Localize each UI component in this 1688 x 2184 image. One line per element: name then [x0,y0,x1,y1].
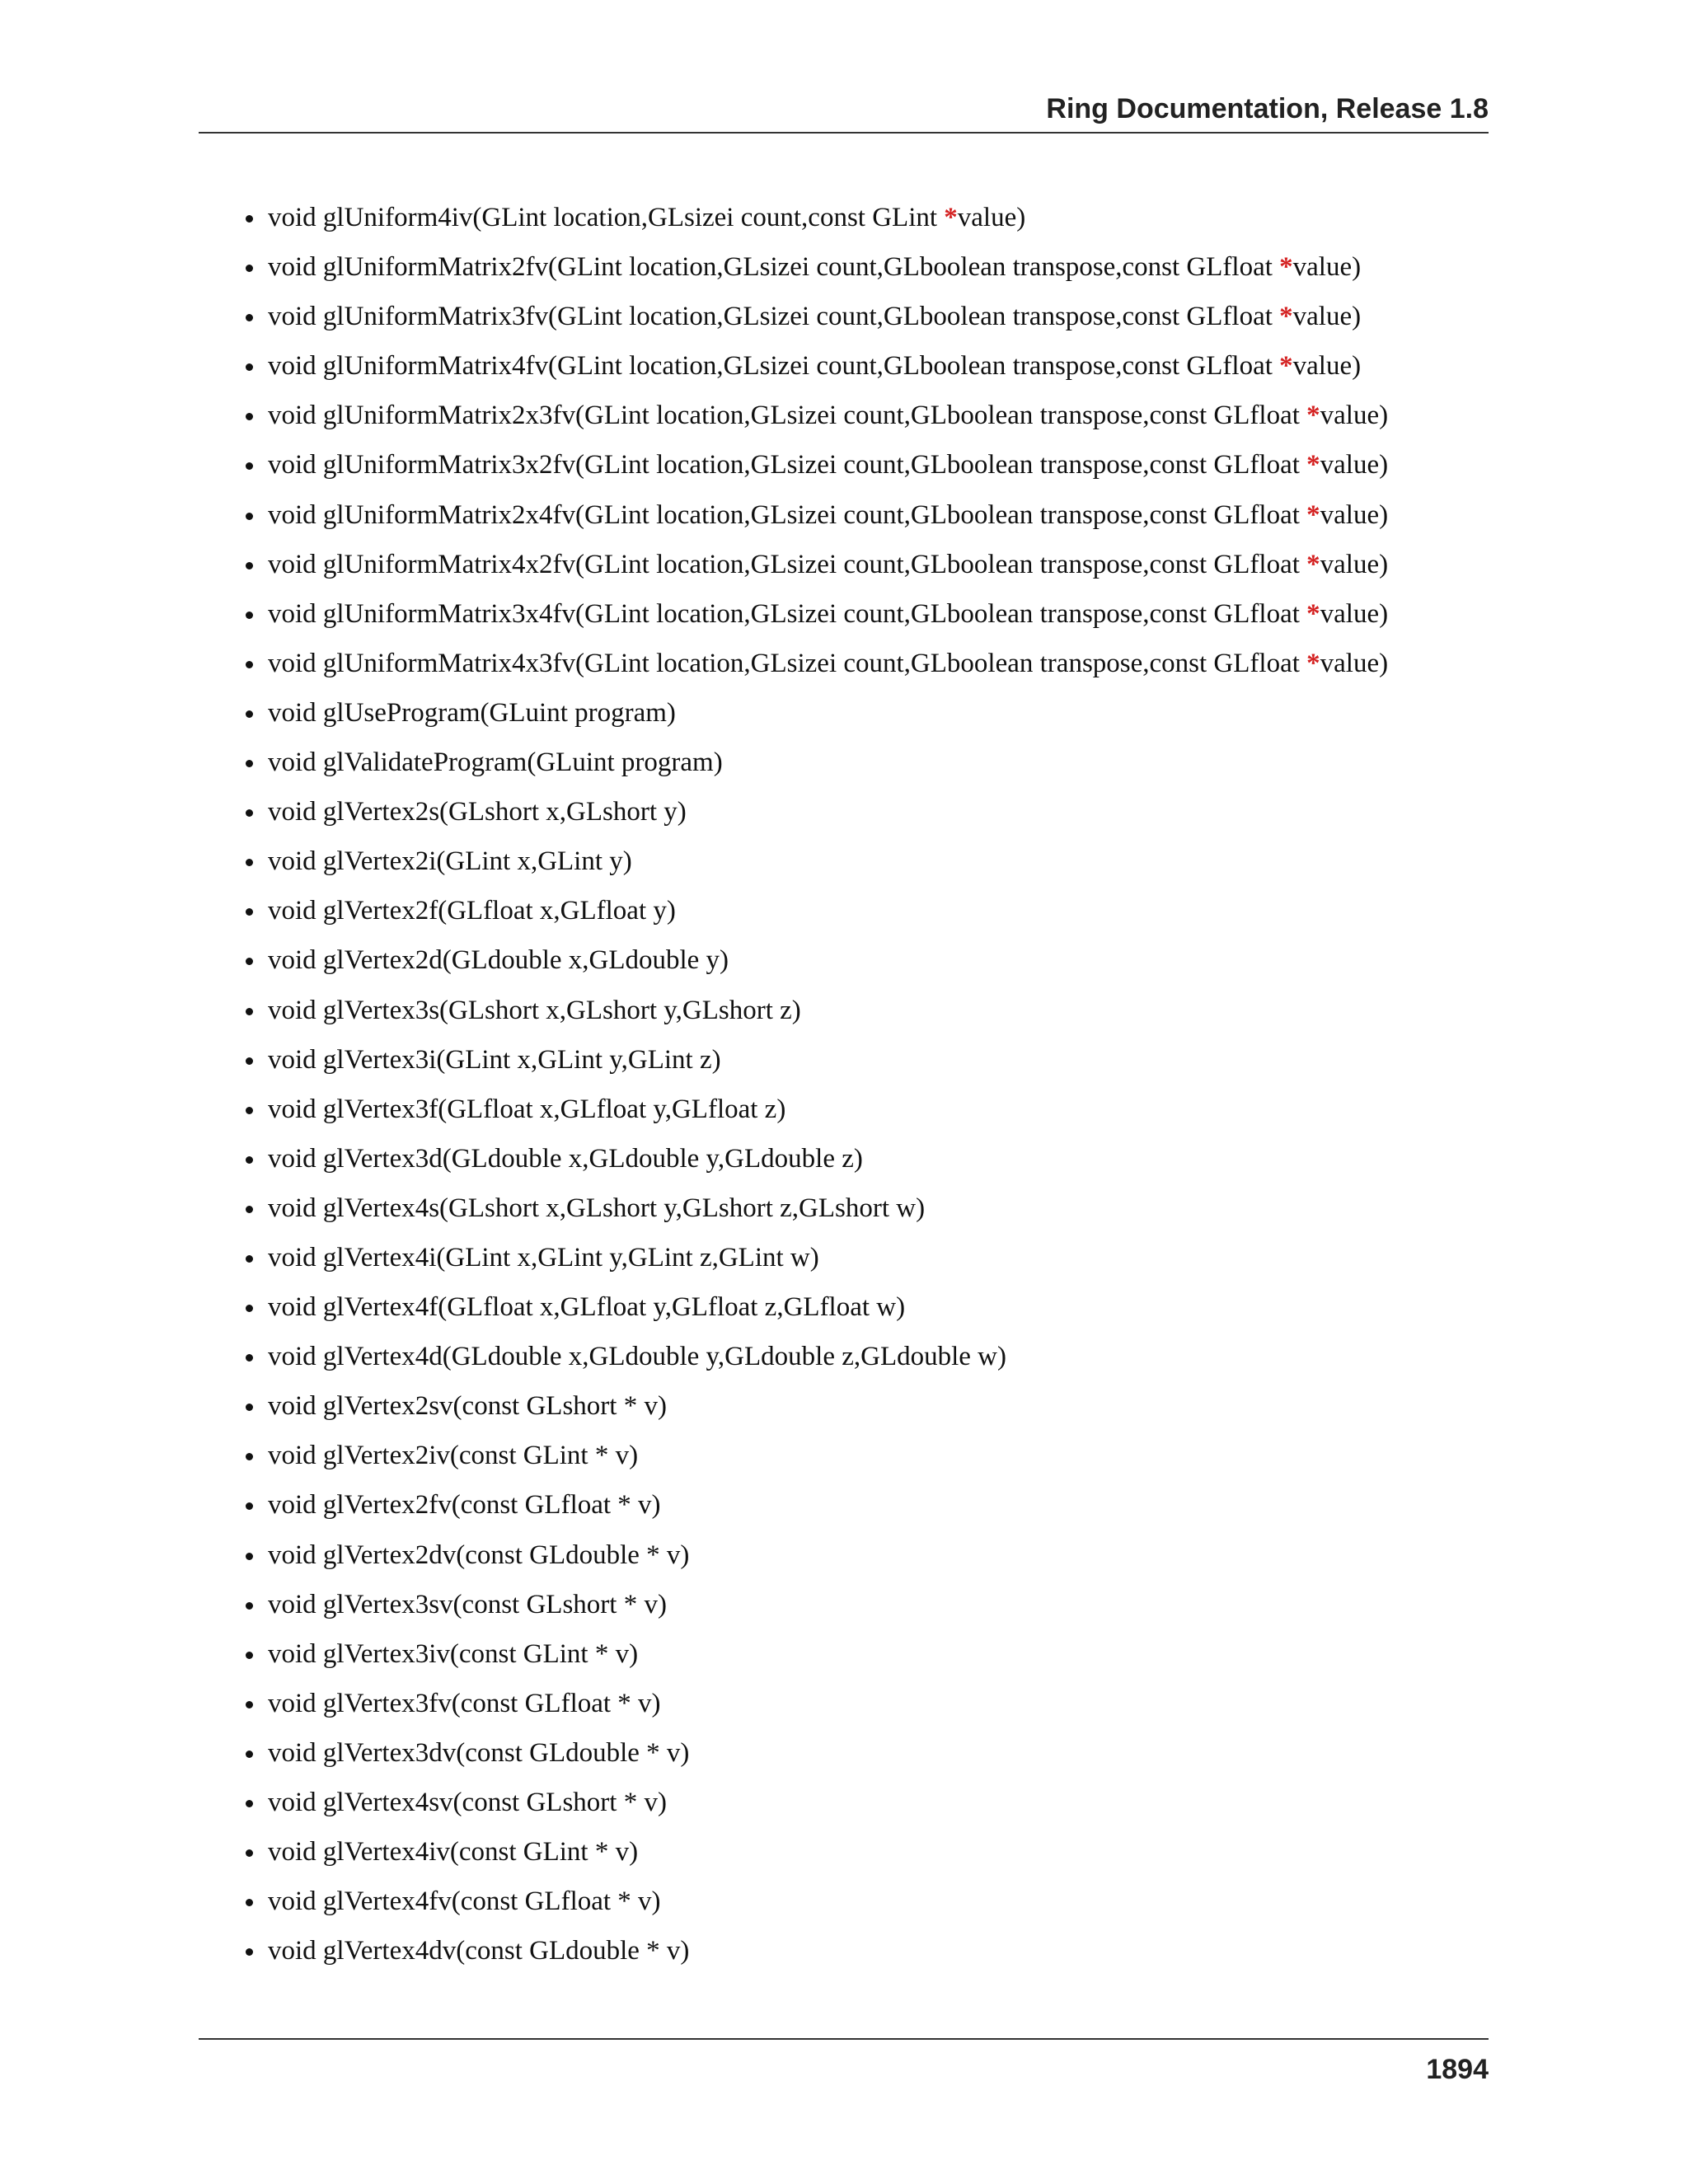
list-item [239,1138,1388,1188]
signature-text: void glUniformMatrix4x2fv(GLint location,GLsizei count,GLboolean transpose,const GLfloat [268,549,1307,579]
signature-text: void glUniformMatrix2x3fv(GLint location,GLsizei count,GLboolean transpose,const GLfloat [268,401,1307,431]
signature-text: void glVertex3dv(const GLdouble * v) [268,1737,690,1768]
list-item [239,1535,1388,1584]
list-item [239,1385,1388,1435]
list-item [239,197,1388,246]
signature-text: void glVertex3d(GLdouble x,GLdouble y,GLdouble z) [268,1143,863,1174]
header-title: Ring Documentation, Release 1.8 [1046,93,1489,124]
list-item [239,1930,1388,1980]
list-item [239,395,1388,444]
list-item [239,1683,1388,1732]
signature-text: void glVertex2fv(const GLfloat * v) [268,1490,661,1521]
signature-text: void glUniformMatrix2fv(GLint location,GLsizei count,GLboolean transpose,const GLfloat [268,252,1280,283]
list-item [239,1484,1388,1534]
signature-text-tail: value) [1292,302,1362,332]
signature-text: void glVertex4f(GLfloat x,GLfloat y,GLfloat z,GLfloat w) [268,1292,906,1323]
signature-text-tail: value) [1320,401,1389,431]
list-item [239,345,1388,395]
signature-text-tail: value) [1320,549,1389,579]
signature-text: void glVertex2iv(const GLint * v) [268,1441,639,1471]
list-item [239,1881,1388,1930]
signature-text-tail: value) [1292,351,1362,382]
list-item [239,1633,1388,1683]
signature-text: void glUseProgram(GLuint program) [268,697,676,728]
list-item [239,1039,1388,1089]
list-item [239,1286,1388,1336]
list-item [239,1336,1388,1385]
signature-text: void glVertex2f(GLfloat x,GLfloat y) [268,896,676,926]
signature-text: void glVertex3sv(const GLshort * v) [268,1589,667,1619]
pointer-asterisk: * [1306,598,1320,629]
signature-text: void glValidateProgram(GLuint program) [268,748,723,778]
pointer-asterisk: * [1279,252,1293,283]
signature-text: void glVertex4sv(const GLshort * v) [268,1788,667,1817]
signature-text: void glVertex2i(GLint x,GLint y) [268,846,632,877]
signature-text: void glUniformMatrix3x4fv(GLint location,GLsizei count,GLboolean transpose,const GLfloat [268,598,1307,629]
signature-text-tail: value) [1320,598,1389,629]
page-footer [199,2038,1489,2085]
signature-text: void glVertex2sv(const GLshort * v) [268,1391,667,1422]
list-item [239,1831,1388,1881]
pointer-asterisk: * [1306,450,1320,480]
list-item [239,544,1388,593]
pointer-asterisk: * [1306,401,1320,431]
signature-text: void glVertex4dv(const GLdouble * v) [268,1936,690,1966]
pointer-asterisk: * [1279,351,1293,382]
pointer-asterisk: * [944,203,958,232]
signature-text: void glUniformMatrix4fv(GLint location,GLsizei count,GLboolean transpose,const GLfloat [268,351,1280,382]
list-item [239,494,1388,544]
signature-text: void glVertex3fv(const GLfloat * v) [268,1688,661,1718]
list-item [239,643,1388,692]
list-item [239,890,1388,940]
signature-text-tail: value) [1320,450,1389,480]
signature-text: void glUniformMatrix3fv(GLint location,GLsizei count,GLboolean transpose,const GLfloat [268,302,1280,332]
list-item [239,1584,1388,1633]
signature-text: void glVertex2d(GLdouble x,GLdouble y) [268,945,729,976]
pointer-asterisk: * [1306,549,1320,579]
list-item [239,692,1388,742]
signature-text: void glUniform4iv(GLint location,GLsizei count,const GLint [268,203,945,232]
signature-text: void glVertex4fv(const GLfloat * v) [268,1886,661,1917]
list-item [239,1732,1388,1782]
page-header [199,91,1489,134]
signature-text: void glVertex3f(GLfloat x,GLfloat y,GLfloat z) [268,1094,786,1124]
signature-text: void glVertex4i(GLint x,GLint y,GLint z,GLint w) [268,1242,819,1272]
list-item [239,444,1388,494]
list-item [239,940,1388,989]
signature-text-tail: value) [957,203,1026,232]
function-list [239,197,1388,1980]
list-item [239,1188,1388,1237]
list-item [239,990,1388,1039]
signature-text: void glVertex3i(GLint x,GLint y,GLint z) [268,1044,721,1075]
pointer-asterisk: * [1306,499,1320,530]
pointer-asterisk: * [1306,648,1320,678]
signature-text: void glVertex3s(GLshort x,GLshort y,GLshort z) [268,995,801,1025]
list-item [239,593,1388,643]
list-item [239,791,1388,841]
list-item [239,1089,1388,1138]
signature-text: void glUniformMatrix3x2fv(GLint location,GLsizei count,GLboolean transpose,const GLfloat [268,450,1307,480]
signature-text-tail: value) [1320,648,1389,678]
signature-text: void glUniformMatrix4x3fv(GLint location,GLsizei count,GLboolean transpose,const GLfloat [268,648,1307,678]
list-item [239,246,1388,296]
list-item [239,841,1388,890]
signature-text-tail: value) [1292,252,1362,283]
list-item [239,1237,1388,1286]
signature-text: void glVertex4iv(const GLint * v) [268,1837,639,1868]
signature-text: void glUniformMatrix2x4fv(GLint location,GLsizei count,GLboolean transpose,const GLfloat [268,499,1307,530]
signature-text: void glVertex2dv(const GLdouble * v) [268,1540,690,1570]
list-item [239,1782,1388,1831]
signature-text-tail: value) [1320,499,1389,530]
signature-text: void glVertex4d(GLdouble x,GLdouble y,GLdouble z,GLdouble w) [268,1342,1006,1372]
page-number: 1894 [1426,2054,1489,2085]
signature-text: void glVertex2s(GLshort x,GLshort y) [268,797,687,827]
list-item [239,742,1388,791]
signature-text: void glVertex4s(GLshort x,GLshort y,GLshort z,GLshort w) [268,1193,926,1223]
pointer-asterisk: * [1279,302,1293,332]
list-item [239,1435,1388,1484]
signature-text: void glVertex3iv(const GLint * v) [268,1638,639,1669]
list-item [239,296,1388,345]
